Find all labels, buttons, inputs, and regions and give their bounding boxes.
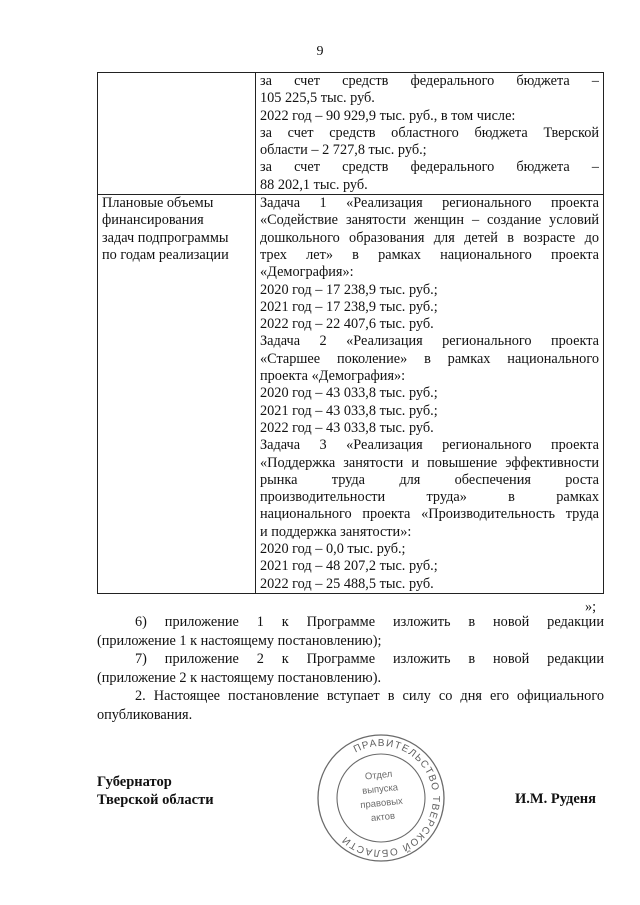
stamp-center-line: Отдел (364, 768, 393, 783)
text-line: 2022 год – 25 488,5 тыс. руб. (260, 575, 434, 592)
text-line: трех лет» в рамках национального проекта (260, 246, 599, 263)
paragraph-2 (97, 687, 604, 724)
signatory-name: И.М. Руденя (515, 791, 597, 807)
text-line: производительности труда» в рамках (260, 489, 599, 506)
text-line: «Старшее поколение» в рамках национального (260, 350, 599, 367)
signatory-title (97, 773, 214, 809)
financing-table (97, 72, 604, 594)
official-stamp (315, 732, 447, 864)
signatory-title-line: Губернатор (97, 774, 172, 790)
stamp-ring-text-path: ПРАВИТЕЛЬСТВО ТВЕРСКОЙ ОБЛАСТИ (339, 737, 442, 859)
text-line: за счет средств федерального бюджета – (260, 159, 599, 176)
text-line: 7) приложение 2 к Программе изложить в новой редакции (135, 651, 604, 667)
text-line: 2020 год – 0,0 тыс. руб.; (260, 541, 406, 558)
stamp-center-line: правовых (359, 795, 404, 812)
text-line: по годам реализации (102, 246, 229, 263)
text-line: (приложение 2 к настоящему постановлению). (97, 669, 382, 686)
text-line: дошкольного образования для детей в возрасте до (260, 229, 599, 246)
text-line: 2. Настоящее постановление вступает в силу со дня его официального (135, 688, 604, 704)
stamp-center-line: выпуска (361, 782, 399, 797)
closing-quote: »; (585, 599, 597, 615)
text-line: Плановые объемы (102, 195, 214, 212)
text-line: 2021 год – 17 238,9 тыс. руб.; (260, 298, 438, 315)
text-line: «Поддержка занятости и повышение эффективности (260, 454, 599, 471)
text-line: Задача 2 «Реализация регионального проекта (260, 333, 599, 350)
table-row (98, 195, 604, 594)
text-line: 88 202,1 тыс. руб. (260, 176, 368, 193)
text-line: Задача 3 «Реализация регионального проекта (260, 437, 599, 454)
table-cell-continuation (256, 73, 604, 195)
paragraph-7 (97, 650, 604, 687)
table-cell-value (256, 195, 604, 594)
text-line: 2022 год – 90 929,9 тыс. руб., в том числе: (260, 107, 516, 124)
text-line: 2021 год – 48 207,2 тыс. руб.; (260, 558, 438, 575)
table-cell-label (98, 195, 256, 594)
table-row (98, 73, 604, 195)
text-line: Задача 1 «Реализация регионального проекта (260, 195, 599, 212)
text-line: финансирования (102, 212, 204, 229)
text-line: 2020 год – 43 033,8 тыс. руб.; (260, 385, 438, 402)
text-line: проекта «Демография»: (260, 368, 406, 385)
text-line: и поддержка занятости»: (260, 523, 412, 540)
text-line: «Содействие занятости женщин – создание условий (260, 212, 599, 229)
text-line: 105 225,5 тыс. руб. (260, 90, 375, 107)
text-line: «Демография»: (260, 264, 354, 281)
signatory-title-line: Тверской области (97, 792, 214, 808)
table-cell-empty (98, 73, 256, 195)
text-line: области – 2 727,8 тыс. руб.; (260, 142, 427, 159)
text-line: национального проекта «Производительность труда (260, 506, 599, 523)
text-line: (приложение 1 к настоящему постановлению); (97, 632, 382, 649)
text-line: задач подпрограммы (102, 229, 229, 246)
text-line: за счет средств областного бюджета Тверской (260, 124, 599, 141)
text-line: опубликования. (97, 706, 193, 723)
text-line: рынка труда для обеспечения роста (260, 471, 599, 488)
text-line: 2022 год – 43 033,8 тыс. руб. (260, 419, 434, 436)
text-line: 6) приложение 1 к Программе изложить в новой редакции (135, 614, 604, 630)
text-line: 2021 год – 43 033,8 тыс. руб.; (260, 402, 438, 419)
text-line: 2022 год – 22 407,6 тыс. руб. (260, 316, 434, 333)
paragraph-6 (97, 613, 604, 650)
page-number: 9 (316, 44, 324, 59)
stamp-center-line: актов (370, 810, 396, 825)
text-line: за счет средств федерального бюджета – (260, 73, 599, 89)
text-line: 2020 год – 17 238,9 тыс. руб.; (260, 281, 438, 298)
